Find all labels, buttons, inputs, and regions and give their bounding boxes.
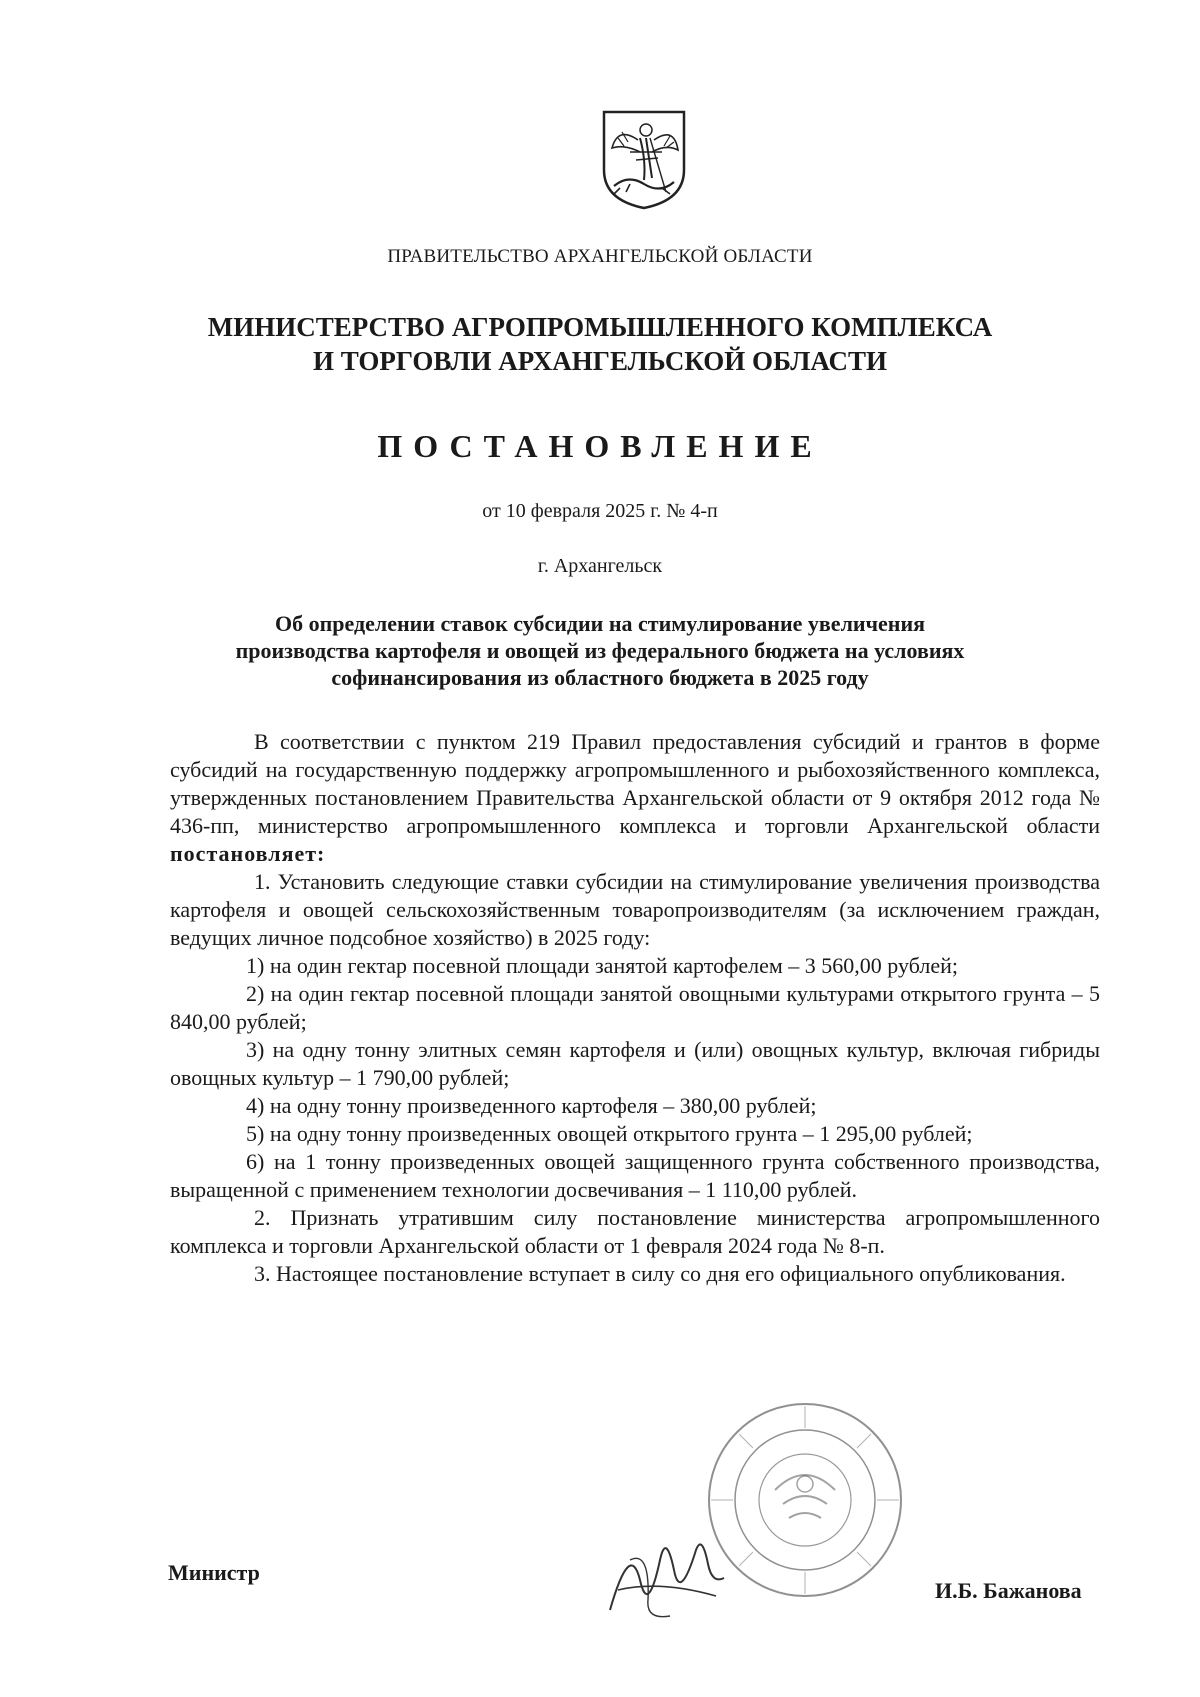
point-1: 1. Установить следующие ставки субсидии на стимулирование увеличения производства картофеля и овощей сельскохозяйственным товаропроизводителям (за исключением граждан, ведущих личное подсобное хозяйство) в 2025 году: [170,869,1100,950]
rate-item-1: 1) на один гектар посевной площади занятой картофелем – 3 560,00 рублей; [246,953,958,978]
subject-line2: производства картофеля и овощей из федерального бюджета на условиях [235,638,965,663]
handwritten-signature [600,1520,730,1630]
document-type-title: ПОСТАНОВЛЕНИЕ [377,428,823,464]
subject-line1: Об определении ставок субсидии на стимулирование увеличения [274,611,926,636]
ministry-name [0,310,1200,378]
rate-item-2: 2) на один гектар посевной площади занятой овощными культурами открытого грунта – 5 840,00 рублей; [170,981,1100,1034]
rate-item-3: 3) на одну тонну элитных семян картофеля и (или) овощных культур, включая гибриды овощных культур – 1 790,00 рублей; [170,1037,1100,1090]
ministry-name-line1: МИНИСТЕРСТВО АГРОПРОМЫШЛЕННОГО КОМПЛЕКСА [207,312,993,342]
signatory-name: И.Б. Бажанова [935,1578,1082,1603]
signatory-title: Министр [168,1560,260,1585]
document-subject [0,610,1200,691]
official-seal-stamp [705,1400,905,1600]
point-3: 3. Настоящее постановление вступает в силу со дня его официального опубликования. [254,1261,1066,1286]
rate-item-4: 4) на одну тонну произведенного картофеля – 380,00 рублей; [246,1093,817,1118]
ministry-name-line2: И ТОРГОВЛИ АРХАНГЕЛЬСКОЙ ОБЛАСТИ [312,346,888,376]
document-city: г. Архангельск [537,555,663,577]
document-date-number: от 10 февраля 2025 г. № 4-п [482,500,718,522]
point-2: 2. Признать утратившим силу постановление министерства агропромышленного комплекса и торговли Архангельской области от 1 февраля 2024 года № 8-п. [170,1205,1100,1258]
subject-line3: софинансирования из областного бюджета в 2025 году [331,665,869,690]
rate-item-6: 6) на 1 тонну произведенных овощей защищенного грунта собственного производства, выращенной с применением технологии досвечивания – 1 110,00 рублей. [170,1149,1100,1202]
preamble-paragraph [170,728,1100,868]
rate-item-5: 5) на одну тонну произведенных овощей открытого грунта – 1 295,00 рублей; [246,1121,973,1146]
government-name: ПРАВИТЕЛЬСТВО АРХАНГЕЛЬСКОЙ ОБЛАСТИ [387,246,813,267]
resolves-word: постановляет: [170,841,326,866]
document-body [170,728,1100,1288]
preamble-text: В соответствии с пунктом 219 Правил предоставления субсидий и грантов в форме субсидий на государственную поддержку агропромышленного и рыбохозяйственного комплекса, утвержденных постановлением Правительства Архангельской области от 9 октября 2012 года № 436-пп, министерство агропромышленного комплекса и торговли Архангельской области [170,729,1100,838]
archangel-coat-of-arms-icon [600,108,688,212]
